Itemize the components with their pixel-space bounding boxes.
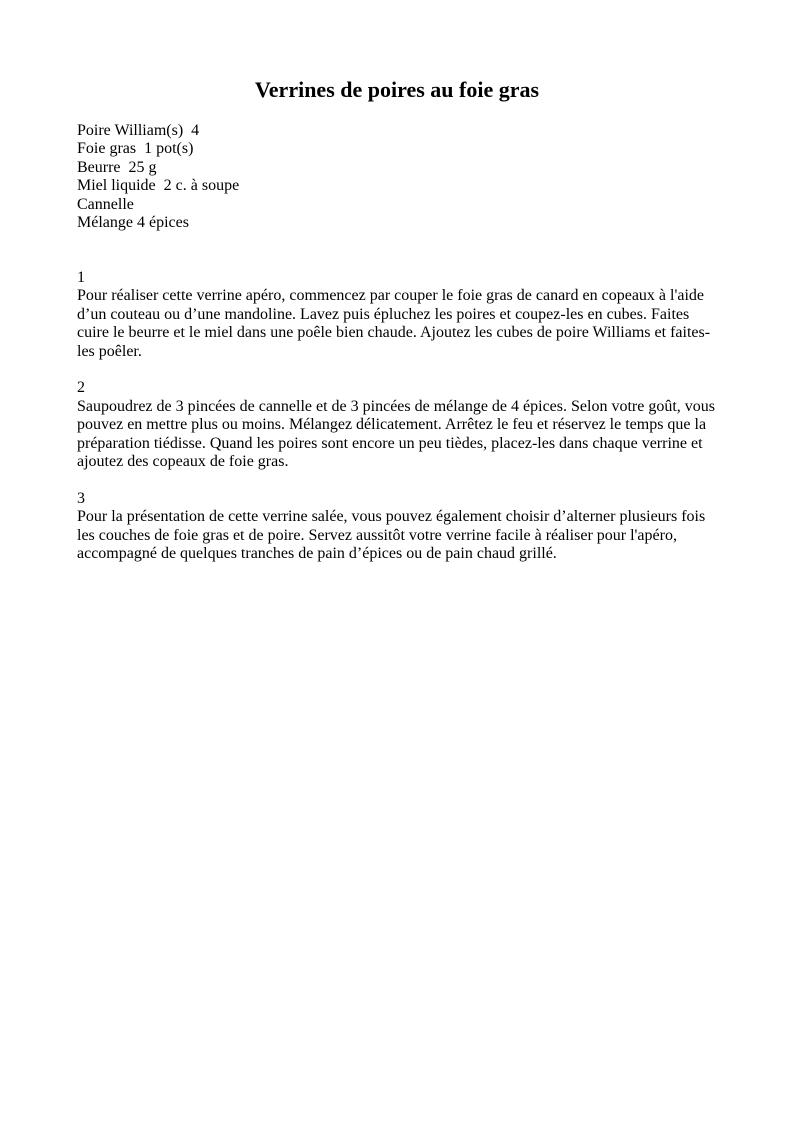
step-number: 3 — [77, 489, 85, 507]
ingredient-item: Foie gras 1 pot(s) — [77, 140, 194, 158]
step-item — [77, 379, 719, 471]
ingredient-item: Beurre 25 g — [77, 158, 157, 176]
step-item — [77, 490, 719, 564]
ingredient-item: Miel liquide 2 c. à soupe — [77, 177, 240, 195]
step-text: Pour la présentation de cette verrine salée, vous pouvez également choisir d’alterner plusieurs fois les couches de foie gras et de poire. Servez aussitôt votre verrine facile à réaliser pour l'apéro, accompagné de quelques tranches de pain d’épices ou de pain chaud grillé. — [77, 508, 706, 563]
step-text: Pour réaliser cette verrine apéro, commencez par couper le foie gras de canard en copeaux à l'aide d’un couteau ou d’une mandoline. Lavez puis épluchez les poires et coupez-les en cubes. Faites cuire le beurre et le miel dans une poêle bien chaude. Ajoutez les cubes de poire Williams et faites-les poêler. — [77, 287, 711, 360]
step-number: 2 — [77, 379, 85, 397]
ingredient-item: Poire William(s) 4 — [77, 122, 200, 139]
ingredient-item: Mélange 4 épices — [77, 214, 189, 232]
ingredients-list — [77, 122, 717, 232]
ingredient-item: Cannelle — [77, 195, 134, 213]
step-number: 1 — [77, 269, 85, 286]
recipe-title: Verrines de poires au foie gras — [254, 77, 540, 102]
step-text: Saupoudrez de 3 pincées de cannelle et de 3 pincées de mélange de 4 épices. Selon votre goût, vous pouvez en mettre plus ou moins. Mélangez délicatement. Arrêtez le feu et réservez le temps que la préparation tiédisse. Quand les poires sont encore un peu tièdes, placez-les dans chaque verrine et ajoutez des copeaux de foie gras. — [77, 397, 715, 471]
step-item — [77, 269, 719, 361]
steps-section — [77, 269, 719, 582]
